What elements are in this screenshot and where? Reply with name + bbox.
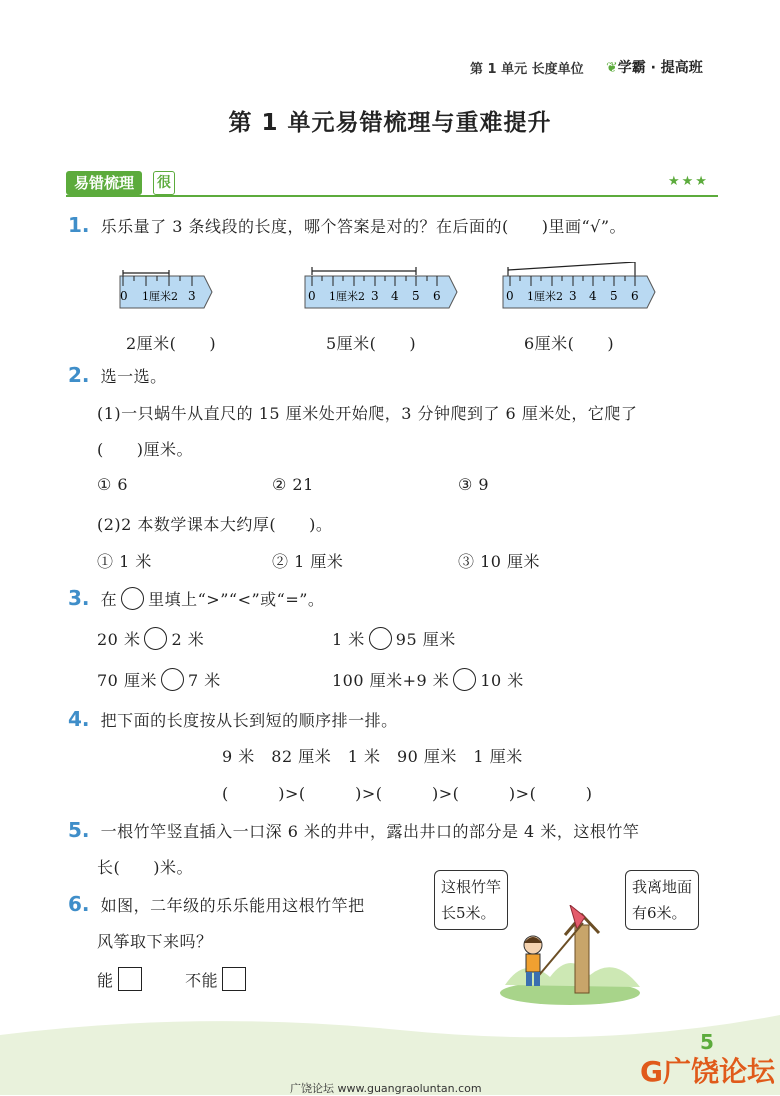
bubble-right-line2: 有6米。	[632, 904, 687, 922]
compare-circle-icon	[121, 587, 144, 610]
answer-circle[interactable]	[369, 627, 392, 650]
section-divider	[66, 195, 718, 197]
ruler-1-answer[interactable]: 2厘米( )	[126, 334, 217, 353]
q4-blanks[interactable]: ( )>( )>( )>( )>( )	[222, 784, 593, 803]
question-text: 乐乐量了 3 条线段的长度，哪个答案是对的？在后面的( )里画“√”。	[100, 217, 627, 236]
ruler-2	[303, 262, 463, 322]
answer-circle[interactable]	[144, 627, 167, 650]
question-number: 6.	[68, 892, 90, 916]
q3-item-left: 20 米	[97, 630, 141, 649]
q6-no-label: 不能	[185, 971, 219, 990]
question-5	[68, 818, 639, 842]
difficulty-stars: ★★★	[668, 174, 709, 189]
speech-bubble-right	[625, 870, 699, 930]
bubble-left-line1: 这根竹竿	[441, 878, 502, 896]
ruler-3-answer[interactable]: 6厘米( )	[524, 334, 615, 353]
q3-item-left: 70 厘米	[97, 671, 157, 690]
ruler-2-tick-0: 0	[308, 289, 316, 303]
question-4	[68, 707, 398, 731]
page-number: 5	[700, 1030, 714, 1054]
q3-item-4	[332, 668, 524, 691]
q2-sub2[interactable]: (2)2 本数学课本大约厚( )。	[97, 515, 333, 534]
ruler-2-answer[interactable]: 5厘米( )	[326, 334, 417, 353]
q3-item-right: 10 米	[480, 671, 524, 690]
question-text: 选一选。	[100, 367, 167, 386]
bubble-left-line2: 长5米。	[441, 904, 496, 922]
q2-sub1-option-2[interactable]: ② 21	[272, 475, 314, 494]
question-text: 把下面的长度按从长到短的顺序排一排。	[100, 711, 398, 730]
q2-sub2-option-3[interactable]: ③ 10 厘米	[458, 552, 541, 571]
header-unit: 第 1 单元 长度单位	[470, 62, 584, 77]
ruler-2-tick-5: 6	[433, 289, 441, 303]
q3-item-left: 1 米	[332, 630, 365, 649]
question-2	[68, 363, 167, 387]
ruler-1	[118, 262, 218, 322]
ruler-3-tick-0: 0	[506, 289, 514, 303]
ruler-3-tick-3: 4	[589, 289, 597, 303]
question-text-a: 在	[100, 590, 118, 609]
yes-checkbox[interactable]	[118, 967, 142, 991]
q2-sub2-option-1[interactable]: ① 1 米	[97, 552, 152, 571]
question-text: 如图，二年级的乐乐能用这根竹竿把	[100, 896, 365, 915]
ruler-3	[501, 262, 661, 322]
q2-sub2-option-2[interactable]: ② 1 厘米	[272, 552, 344, 571]
q2-sub1-option-3[interactable]: ③ 9	[458, 475, 490, 494]
ruler-3-tick-1: 1厘米2	[527, 290, 563, 303]
q3-item-right: 95 厘米	[395, 630, 456, 649]
q6-line2: 风筝取下来吗？	[97, 932, 213, 951]
ruler-3-tick-5: 6	[631, 289, 639, 303]
question-number: 1.	[68, 213, 90, 237]
watermark-logo	[640, 1050, 775, 1090]
section-label: 易错梳理	[66, 171, 142, 195]
ruler-1-tick-0: 0	[120, 289, 128, 303]
q2-sub1-option-1[interactable]: ① 6	[97, 475, 129, 494]
question-number: 2.	[68, 363, 90, 387]
q2-sub1-line2[interactable]: ( )厘米。	[97, 440, 193, 459]
watermark-g-icon: G	[640, 1055, 663, 1088]
q3-item-right: 2 米	[171, 630, 205, 649]
question-6	[68, 892, 365, 916]
ruler-3-tick-2: 3	[569, 289, 577, 303]
question-number: 3.	[68, 586, 90, 610]
ruler-1-tick-1: 1厘米2	[142, 290, 178, 303]
ruler-2-tick-4: 5	[412, 289, 420, 303]
q6-options	[97, 967, 246, 991]
question-1	[68, 213, 626, 237]
watermark-text: 广饶论坛	[662, 1055, 775, 1088]
q3-item-2	[332, 627, 456, 650]
bubble-right-line1: 我离地面	[632, 878, 693, 896]
ruler-2-tick-3: 4	[391, 289, 399, 303]
question-number: 4.	[68, 707, 90, 731]
ruler-2-tick-2: 3	[371, 289, 379, 303]
answer-circle[interactable]	[453, 668, 476, 691]
q3-item-right: 7 米	[187, 671, 221, 690]
answer-circle[interactable]	[161, 668, 184, 691]
ruler-1-tick-2: 3	[188, 289, 196, 303]
header-brand	[606, 57, 703, 77]
speech-bubble-left	[434, 870, 508, 930]
question-3	[68, 586, 324, 610]
question-number: 5.	[68, 818, 90, 842]
question-text: 一根竹竿竖直插入一口深 6 米的井中，露出井口的部分是 4 米，这根竹竿	[100, 822, 640, 841]
page-title: 第 1 单元易错梳理与重难提升	[228, 110, 552, 136]
section-tag: 很	[153, 171, 175, 195]
ruler-2-tick-1: 1厘米2	[329, 290, 365, 303]
question-text-b: 里填上“>”“<”或“=”。	[148, 590, 325, 609]
q5-line2[interactable]: 长( )米。	[97, 858, 193, 877]
q3-item-left: 100 厘米+9 米	[332, 671, 450, 690]
q3-item-1	[97, 627, 204, 650]
leaf-icon: ❦	[606, 60, 618, 76]
footer-site: 广饶论坛 www.guangraoluntan.com	[290, 1082, 482, 1095]
no-checkbox[interactable]	[222, 967, 246, 991]
q2-sub1-line1: (1)一只蜗牛从直尺的 15 厘米处开始爬，3 分钟爬到了 6 厘米处，它爬了	[97, 404, 638, 423]
q3-item-3	[97, 668, 221, 691]
ruler-3-tick-4: 5	[610, 289, 618, 303]
header-brand-text: 学霸 · 提高班	[617, 60, 703, 76]
q6-illustration	[495, 905, 645, 1005]
q4-values: 9 米 82 厘米 1 米 90 厘米 1 厘米	[222, 747, 523, 766]
q6-yes-label: 能	[97, 971, 114, 990]
